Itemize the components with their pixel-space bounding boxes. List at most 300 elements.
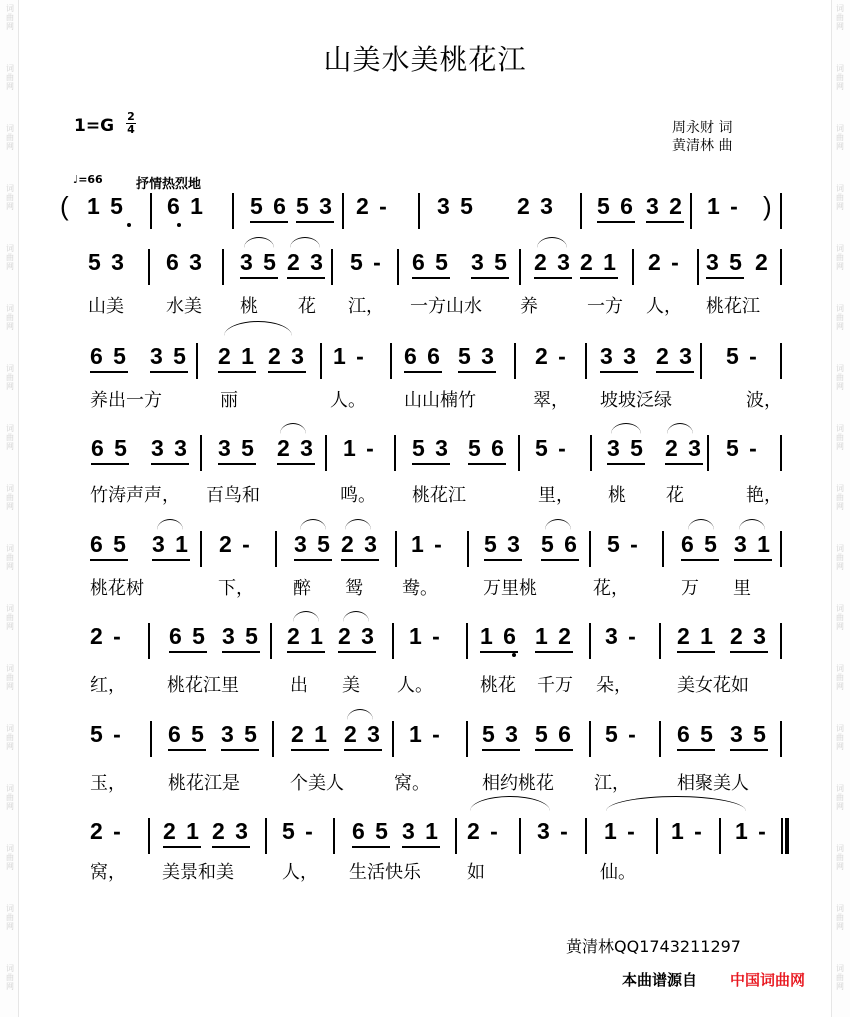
lyric-text: 玉， [90,773,126,794]
barline [690,193,692,229]
source-site[interactable]: 中国词曲网 [730,971,806,989]
barline [150,193,152,229]
note-group: 2 - [90,623,123,649]
watermark: 词 曲 网 [836,184,844,211]
barline [222,249,224,285]
octave-dot [512,653,516,657]
beam-underline [287,651,325,653]
beam-underline [250,221,288,223]
note-group: 2 3 [730,623,768,649]
composer-credit: 黄清林 曲 [672,138,733,154]
barline [333,818,335,854]
note-group: 6 5 [168,721,206,747]
barline [467,531,469,567]
tempo-marking: ♩=66 [73,173,103,186]
beam-underline [468,463,506,465]
watermark: 词 曲 网 [836,904,844,931]
note-group: 2 - [356,193,389,219]
note-group: 3 2 [646,193,684,219]
staff-line [0,623,850,663]
note-group: 5 - [282,818,315,844]
note-group: 6 5 [412,249,450,275]
beam-underline [484,559,522,561]
lyric-line [0,671,850,695]
time-signature-top: 2 [127,110,135,123]
beam-underline [169,651,207,653]
note-group: 3 5 [437,193,475,219]
beam-underline [352,846,390,848]
beam-underline [91,463,129,465]
beam-underline [268,371,306,373]
beam-underline [580,277,618,279]
barline [590,435,592,471]
lyric-text: 竹涛声声， [90,485,180,506]
watermark: 词 曲 网 [6,364,14,391]
beam-underline [291,749,329,751]
barline [394,435,396,471]
barline [659,721,661,757]
slur-arc [290,237,320,248]
barline [200,435,202,471]
watermark: 词 曲 网 [836,604,844,631]
lyric-text: 桃花江里 [167,675,239,696]
slur-arc [293,611,319,622]
slur-arc [280,423,306,434]
slur-arc [667,423,693,434]
note-group: 1 5 [87,193,125,219]
staff-line [0,531,850,571]
note-group: 2 3 [534,249,572,275]
barline [785,818,789,854]
note-group: 1 - [735,818,768,844]
watermark: 词 曲 网 [836,964,844,991]
barline [265,818,267,854]
beam-underline [402,846,440,848]
beam-underline [212,846,250,848]
note-group: 2 3 [268,343,306,369]
credits [672,119,732,155]
note-group: 2 1 [287,623,325,649]
barline [780,531,782,567]
note-group: 2 3 [338,623,376,649]
slur-arc [739,519,765,530]
beam-underline [458,371,496,373]
lyric-text: 人， [646,296,682,317]
lyric-line [0,858,850,882]
note-group: 1 - [333,343,366,369]
barline [780,193,782,229]
note-group: 5 3 [296,193,334,219]
watermark: 词 曲 网 [6,904,14,931]
barline [585,343,587,379]
note-group: 1 - [671,818,704,844]
watermark: 词 曲 网 [6,64,14,91]
note-group: 3 1 [152,531,190,557]
watermark: 词 曲 网 [6,184,14,211]
lyric-text: 千万 [537,675,573,696]
beam-underline [734,559,772,561]
beam-underline [535,749,573,751]
watermark: 词 曲 网 [6,544,14,571]
lyric-text: 里 [733,578,751,599]
lyric-text: 鸳 [345,578,363,599]
note-group: 3 5 [607,435,645,461]
watermark: 词 曲 网 [836,664,844,691]
lyric-text: 桃 [240,296,258,317]
beam-underline [677,651,715,653]
note-group: 2 3 [344,721,382,747]
note-group: 2 1 [291,721,329,747]
note-group: 2 1 [218,343,256,369]
beam-underline [221,749,259,751]
note-group: 3 5 [240,249,278,275]
watermark: 词 曲 网 [836,724,844,751]
barline [342,193,344,229]
watermark: 词 曲 网 [836,244,844,271]
barline [589,531,591,567]
beam-underline [218,463,256,465]
beam-underline [541,559,579,561]
watermark: 词 曲 网 [6,844,14,871]
note-group: 5 3 [482,721,520,747]
note-group: 1 - [343,435,376,461]
note-group: 2 1 [163,818,201,844]
note-group: 3 5 [221,721,259,747]
lyric-text: 美景和美 [162,862,234,883]
barline [392,721,394,757]
slur-arc [345,519,371,530]
barline [719,818,721,854]
note-group: 3 5 [706,249,744,275]
lyric-text: 醉 [293,578,311,599]
lyric-text: 一方 [587,296,623,317]
beam-underline [294,559,332,561]
barline [780,721,782,757]
beam-underline [218,371,256,373]
note-group: 1 - [604,818,637,844]
note-group: 5 6 [250,193,288,219]
note-group: 3 3 [151,435,189,461]
beam-underline [151,463,189,465]
note-group: 2 - [219,531,252,557]
note-group: 3 - [537,818,570,844]
note-group: 5 6 [468,435,506,461]
barline [466,721,468,757]
lyric-text: 艳， [746,485,782,506]
staff-line [0,721,850,761]
arranger-signature: 黄清林QQ1743211297 [566,937,741,956]
beam-underline [150,371,188,373]
barline [659,623,661,659]
lyric-text: 江， [348,296,384,317]
lyric-text: 一方山水 [410,296,482,317]
beam-underline [600,371,638,373]
barline [656,818,658,854]
lyric-text: 相聚美人 [677,773,749,794]
lyric-text: 窝。 [394,773,430,794]
lyricist-credit: 周永财 词 [672,120,733,136]
staff-line [0,818,850,858]
lyric-text: 人。 [397,675,433,696]
beam-underline [665,463,703,465]
note-group: 2 - [90,818,123,844]
lyric-text: 美女花如 [677,675,749,696]
lyric-line [0,386,850,410]
beam-underline [535,651,573,653]
note-group: 3 5 [471,249,509,275]
note-group: 6 1 [167,193,205,219]
note-group: 3 5 [150,343,188,369]
note-group: 6 5 [90,531,128,557]
note-group: 5 3 [412,435,450,461]
barline [270,623,272,659]
barline [148,623,150,659]
barline [780,343,782,379]
watermark: 词 曲 网 [6,484,14,511]
lyric-text: 相约桃花 [482,773,554,794]
barline [519,249,521,285]
beam-underline [404,371,442,373]
watermark: 词 曲 网 [836,544,844,571]
time-signature [126,111,136,136]
slur-arc [343,611,369,622]
barline [466,623,468,659]
barline [589,721,591,757]
note-group: 2 - [467,818,500,844]
source-prefix: 本曲谱源自 [622,971,698,989]
beam-underline [163,846,201,848]
beam-underline [730,651,768,653]
beam-underline [677,749,715,751]
barline [418,193,420,229]
lyric-text: 朵， [596,675,632,696]
note-group: 5 3 [484,531,522,557]
staff-line [0,193,850,233]
lyric-text: 万 [681,578,699,599]
note-group: 1 2 [535,623,573,649]
note-group: 5 - [90,721,123,747]
beam-underline [287,277,325,279]
watermark: 词 曲 网 [6,964,14,991]
lyric-text: 里， [538,485,574,506]
slur-arc [470,796,550,811]
barline [392,623,394,659]
staff-line [0,435,850,475]
beam-underline [412,277,450,279]
note-group: 2 [755,249,770,275]
beam-underline [338,651,376,653]
beam-underline [168,749,206,751]
note-group: 5 - [726,435,759,461]
slur-arc [224,321,292,336]
barline [232,193,234,229]
key-signature: 1=G [74,116,115,136]
beam-underline [296,221,334,223]
barline [519,818,521,854]
barline [589,623,591,659]
note-group: 1 - [409,623,442,649]
lyric-text: 坡坡泛绿 [600,390,672,411]
lyric-text: 鸯。 [402,578,438,599]
barline [632,249,634,285]
beam-underline [482,749,520,751]
barline [518,435,520,471]
lyric-line [0,574,850,598]
slur-arc [300,519,326,530]
barline [148,818,150,854]
barline [320,343,322,379]
watermark: 词 曲 网 [836,364,844,391]
slur-arc [611,423,641,434]
barline [331,249,333,285]
lyric-text: 养出一方 [90,390,162,411]
note-group: 3 3 [600,343,638,369]
watermark: 词 曲 网 [836,64,844,91]
watermark: 词 曲 网 [6,604,14,631]
octave-dot [127,223,131,227]
lyric-text: 美 [342,675,360,696]
watermark: 词 曲 网 [6,244,14,271]
barline [272,721,274,757]
note-group: 2 1 [580,249,618,275]
barline [148,249,150,285]
note-group: 2 3 [212,818,250,844]
beam-underline [597,221,635,223]
note-group: 5 - [350,249,383,275]
watermark: 词 曲 网 [6,304,14,331]
lyric-text: 下， [218,578,254,599]
slur-arc [347,709,373,720]
barline [700,343,702,379]
lyric-text: 桃花 [480,675,516,696]
expression-marking: 抒情热烈地 [136,177,202,192]
lyric-text: 桃花江 [706,296,760,317]
watermark: 词 曲 网 [836,124,844,151]
note-group: 6 5 [677,721,715,747]
note-group: 5 6 [541,531,579,557]
lyric-text: 桃 [608,485,626,506]
barline [390,343,392,379]
beam-underline [240,277,278,279]
staff-line [0,249,850,289]
watermark: 词 曲 网 [836,784,844,811]
note-group: 3 1 [734,531,772,557]
note-group: 6 6 [404,343,442,369]
beam-underline [730,749,768,751]
note-group: 1 - [409,721,442,747]
barline [395,531,397,567]
beam-underline [706,277,744,279]
note-group: 2 - [535,343,568,369]
lyric-line [0,292,850,316]
song-title: 山美水美桃花江 [323,43,527,76]
note-group: 1 - [707,193,740,219]
barline [780,435,782,471]
barline [200,531,202,567]
lyric-text: 桃花树 [90,578,144,599]
watermark: 词 曲 网 [836,4,844,31]
note-group: 3 5 [218,435,256,461]
note-group: 2 3 [656,343,694,369]
watermark: 词 曲 网 [6,4,14,31]
lyric-text: 生活快乐 [349,862,421,883]
beam-underline [90,559,128,561]
note-group: 5 6 [597,193,635,219]
lyric-text: 人。 [330,390,366,411]
slur-arc [606,796,746,811]
lyric-text: 翠， [533,390,569,411]
lyric-text: 山山楠竹 [404,390,476,411]
barline [780,623,782,659]
note-group: 2 3 [287,249,325,275]
lyric-text: 万里桃 [483,578,537,599]
slur-arc [545,519,571,530]
note-group: 2 3 [665,435,703,461]
beam-underline [646,221,684,223]
note-group: 5 - [605,721,638,747]
note-group: 3 1 [402,818,440,844]
lyric-text: 鸣。 [340,485,376,506]
beam-underline [152,559,190,561]
lyric-text: 水美 [166,296,202,317]
watermark: 词 曲 网 [6,424,14,451]
note-group: 3 5 [294,531,332,557]
lyric-text: 百鸟和 [206,485,260,506]
lyric-text: 人， [282,862,318,883]
note-group: 5 - [726,343,759,369]
lyric-text: 如 [467,862,485,883]
note-group: 3 - [605,623,638,649]
beam-underline [656,371,694,373]
lyric-line [0,769,850,793]
barline [397,249,399,285]
watermark: 词 曲 网 [6,724,14,751]
barline [196,343,198,379]
note-group: 6 5 [169,623,207,649]
barline [662,531,664,567]
note-group: 2 - [648,249,681,275]
beam-underline [344,749,382,751]
barline [150,721,152,757]
note-group: 3 5 [222,623,260,649]
watermark: 词 曲 网 [836,484,844,511]
lyric-text: 丽 [220,390,238,411]
note-group: 6 5 [681,531,719,557]
watermark: 词 曲 网 [836,844,844,871]
barline [697,249,699,285]
beam-underline [277,463,315,465]
note-group: 6 3 [166,249,204,275]
lyric-text: 红， [90,675,126,696]
note-group: 2 3 [341,531,379,557]
lyric-text: 山美 [88,296,124,317]
note-group: 5 - [607,531,640,557]
barline [781,818,783,854]
note-group: ) [763,191,774,221]
lyric-text: 窝， [90,862,126,883]
note-group: 2 3 [277,435,315,461]
beam-underline [681,559,719,561]
lyric-text: 花 [666,485,684,506]
lyric-text: 养 [520,296,538,317]
slur-arc [157,519,183,530]
slur-arc [537,237,567,248]
lyric-text: 江， [594,773,630,794]
lyric-line [0,481,850,505]
staff-line [0,343,850,383]
beam-underline [471,277,509,279]
time-signature-bottom: 4 [127,123,135,136]
